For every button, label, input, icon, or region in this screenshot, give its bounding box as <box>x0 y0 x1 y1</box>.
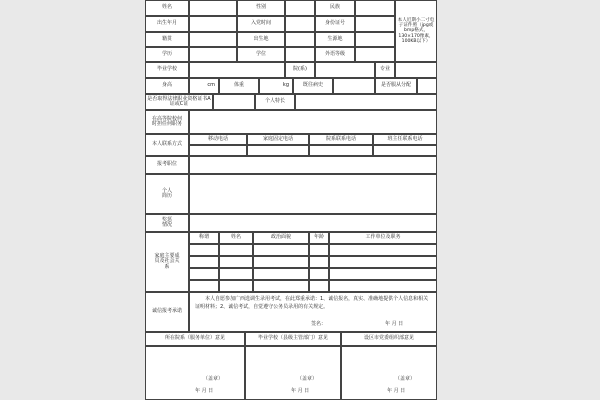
label-op1: 所在院系（服务单位）意见 <box>145 332 245 346</box>
label-name: 姓名 <box>145 0 189 16</box>
seal-2: （盖章） <box>297 376 318 382</box>
label-specialty: 个人特长 <box>255 94 295 110</box>
height-unit: cm <box>207 82 215 89</box>
label-contact: 本人联系方式 <box>145 134 189 156</box>
label-home-phone: 家庭固定电话 <box>247 134 309 145</box>
label-family: 家庭主要成员及社会关系 <box>145 232 189 292</box>
family-row[interactable] <box>219 256 253 268</box>
family-row[interactable] <box>329 256 437 268</box>
field-dept[interactable] <box>315 62 375 78</box>
field-medical[interactable] <box>333 78 375 94</box>
family-row[interactable] <box>253 268 309 280</box>
field-party-join[interactable] <box>285 16 315 32</box>
seal-1: （盖章） <box>203 376 224 382</box>
label-foreign-lang: 外语等级 <box>315 47 355 62</box>
date-1: 年 月 日 <box>195 388 214 394</box>
field-ethnicity[interactable] <box>355 0 395 16</box>
label-uni-post: 在高等院校何时担任何职务 <box>145 110 189 134</box>
label-education: 学历 <box>145 47 189 62</box>
family-row[interactable] <box>189 280 219 292</box>
label-birth-date: 出生年月 <box>145 16 189 32</box>
label-gender: 性别 <box>237 0 285 16</box>
label-school: 毕业学校 <box>145 62 189 78</box>
field-weight[interactable] <box>259 78 293 94</box>
header-age: 年龄 <box>309 232 329 244</box>
label-weight: 体重 <box>219 78 259 94</box>
field-major[interactable] <box>395 62 437 78</box>
family-row[interactable] <box>219 268 253 280</box>
label-dept-phone: 院系联系电话 <box>309 134 373 145</box>
field-mobile[interactable] <box>189 145 247 156</box>
field-name[interactable] <box>189 0 237 16</box>
family-row[interactable] <box>219 280 253 292</box>
field-birthplace[interactable] <box>285 32 315 47</box>
field-dept-phone[interactable] <box>309 145 373 156</box>
label-dept: 院(系) <box>285 62 315 78</box>
label-degree: 学位 <box>237 47 285 62</box>
header-workplace: 工作单位及职务 <box>329 232 437 244</box>
label-ethnicity: 民族 <box>315 0 355 16</box>
photo-note: 本人近期小二寸电子证件照（jpg或bmp格式，130×170像素，100KB以下） <box>397 18 435 44</box>
family-row[interactable] <box>329 268 437 280</box>
family-row[interactable] <box>219 244 253 256</box>
field-origin[interactable] <box>355 32 395 47</box>
label-op3: 设区市党委组织部意见 <box>341 332 437 346</box>
family-row[interactable] <box>309 256 329 268</box>
family-row[interactable] <box>253 244 309 256</box>
family-row[interactable] <box>329 244 437 256</box>
label-pledge: 诚信报考承诺 <box>145 292 189 332</box>
label-resume: 个人简历 <box>145 174 189 214</box>
label-awards: 奖惩情况 <box>145 214 189 232</box>
date-2: 年 月 日 <box>291 388 310 394</box>
label-mobile: 移动电话 <box>189 134 247 145</box>
header-politics: 政治面貌 <box>253 232 309 244</box>
family-row[interactable] <box>309 280 329 292</box>
label-native-place: 籍贯 <box>145 32 189 47</box>
header-relation: 称谓 <box>189 232 219 244</box>
seal-3: （盖章） <box>395 376 416 382</box>
photo-box[interactable] <box>395 0 437 62</box>
field-obey[interactable] <box>417 78 437 94</box>
field-id-number[interactable] <box>355 16 395 32</box>
header-fam-name: 姓名 <box>219 232 253 244</box>
field-awards[interactable] <box>189 214 437 232</box>
field-law-cert[interactable] <box>213 94 255 110</box>
family-row[interactable] <box>329 280 437 292</box>
label-law-cert: 是否取得法律职业资格证书A证或C证 <box>145 94 213 110</box>
label-birthplace: 出生地 <box>237 32 285 47</box>
field-uni-post[interactable] <box>189 110 437 134</box>
application-form <box>145 0 437 400</box>
label-origin: 生源地 <box>315 32 355 47</box>
label-obey: 是否服从分配 <box>375 78 417 94</box>
signature-label: 签名： <box>311 321 327 327</box>
label-op2: 毕业学校（县级主管部门）意见 <box>245 332 341 346</box>
pledge-text: 本人自愿参加广西选调生录用考试，在此郑重承诺：1、诚信报名，真实、准确地提供个人信息和相关证明材料；2、诚信考试，自觉遵守公务员录用的有关规定。 <box>195 296 429 310</box>
label-party-join: 入党时间 <box>237 16 285 32</box>
date-3: 年 月 日 <box>387 388 406 394</box>
family-row[interactable] <box>253 256 309 268</box>
field-home-phone[interactable] <box>247 145 309 156</box>
family-row[interactable] <box>309 244 329 256</box>
field-gender[interactable] <box>285 0 315 16</box>
field-resume[interactable] <box>189 174 437 214</box>
field-height[interactable] <box>189 78 219 94</box>
label-medical: 既往病史 <box>293 78 333 94</box>
family-row[interactable] <box>309 268 329 280</box>
field-teacher-phone[interactable] <box>373 145 437 156</box>
family-row[interactable] <box>189 268 219 280</box>
field-birth-date[interactable] <box>189 16 237 32</box>
label-apply-post: 报考职位 <box>145 156 189 174</box>
label-teacher-phone: 班主任联系电话 <box>373 134 437 145</box>
field-specialty[interactable] <box>295 94 437 110</box>
label-height: 身高 <box>145 78 189 94</box>
weight-unit: kg <box>282 82 289 89</box>
label-major: 专业 <box>375 62 395 78</box>
label-id-number: 身份证号 <box>315 16 355 32</box>
family-row[interactable] <box>189 244 219 256</box>
pledge-date: 年 月 日 <box>385 321 404 327</box>
field-foreign-lang[interactable] <box>355 47 395 62</box>
field-school[interactable] <box>189 62 285 78</box>
field-apply-post[interactable] <box>189 156 437 174</box>
field-degree[interactable] <box>285 47 315 62</box>
family-row[interactable] <box>189 256 219 268</box>
field-native-place[interactable] <box>189 32 237 47</box>
field-education[interactable] <box>189 47 237 62</box>
family-row[interactable] <box>253 280 309 292</box>
